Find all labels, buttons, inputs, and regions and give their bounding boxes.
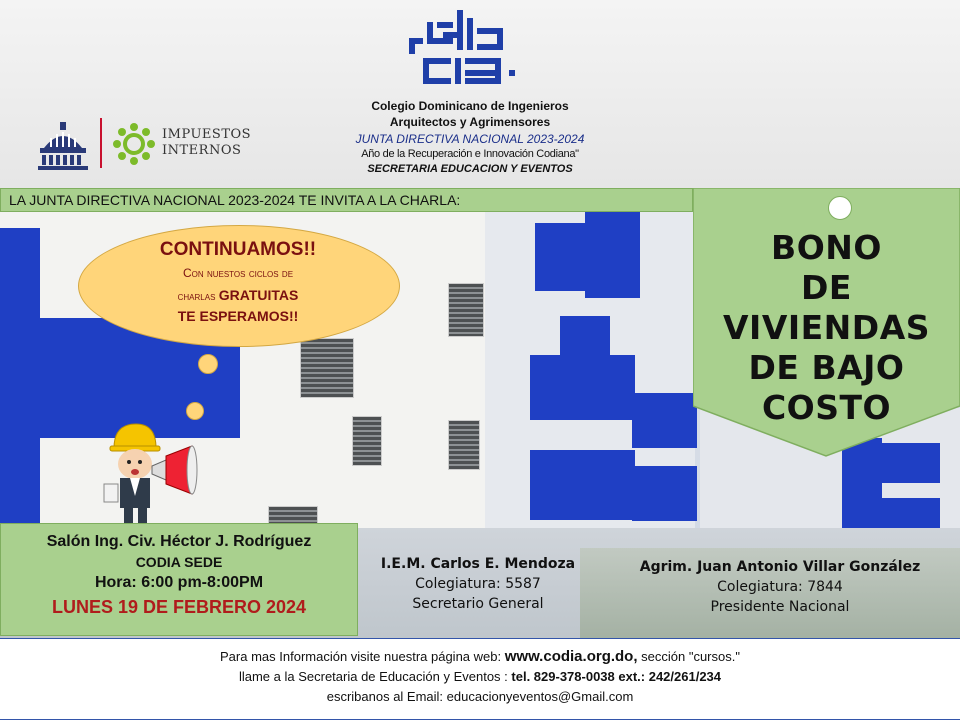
government-dome-logo [36,120,90,170]
speaker-card [368,554,588,614]
speaker-name: I.E.M. Carlos E. Mendoza [380,556,576,572]
engineer-megaphone-icon [100,418,200,524]
venue-fecha: LUNES 19 DE FEBRERO 2024 [51,597,307,617]
footer-line-phone: llame a la Secretaria de Educación y Eventos : tel. 829-378-0038 ext.: 242/261/234 [238,669,722,684]
footer-line-email: escribanos al Email: educacionyeventos@Gmail.com [326,689,634,704]
speaker-colegiatura: Colegiatura: 7844 [717,579,843,595]
speaker-role: Presidente Nacional [710,599,850,615]
footer-line-web: Para mas Información visite nuestra página web: www.codia.org.do, sección "cursos." [220,648,740,665]
speaker-role: Secretario General [412,596,544,612]
venue-info-box [0,523,358,636]
footer-contact [0,638,960,720]
circle-icon [828,196,852,220]
codia-logo [405,8,525,88]
bubble-dot [198,354,218,374]
venue-sede: CODIA SEDE [135,554,223,570]
impuestos-internos-logo-icon [112,122,156,166]
junta-directiva: JUNTA DIRECTIVA NACIONAL 2023-2024 [355,132,585,146]
event-title: BONO DE VIVIENDAS DE BAJO COSTO [723,228,930,427]
speaker-card [620,557,940,617]
impuestos-internos-logo-text: IMPUESTOS INTERNOS [162,127,252,158]
venue-hora: Hora: 6:00 pm-8:00PM [94,574,264,591]
year-motto: Año de la Recuperación e Innovación Codiana" [361,148,579,160]
org-name-line2: Arquitectos y Agrimensores [389,115,551,129]
website-link[interactable]: www.codia.org.do, [504,648,638,665]
org-name-line1: Colegio Dominicano de Ingenieros [371,99,569,113]
organization-block [340,98,600,176]
speaker-name: Agrim. Juan Antonio Villar González [639,559,921,575]
phone-number: tel. 829-378-0038 ext.: 242/261/234 [511,669,722,684]
speaker-colegiatura: Colegiatura: 5587 [415,576,541,592]
logo-divider [100,118,102,168]
secretaria: SECRETARIA EDUCACION Y EVENTOS [367,163,573,175]
venue-salon: Salón Ing. Civ. Héctor J. Rodríguez [46,533,312,550]
bubble-text: CONTINUAMOS!! Con nuestos ciclos de charlas GRATUITAS TE ESPERAMOS!! [159,239,317,324]
invitation-banner: LA JUNTA DIRECTIVA NACIONAL 2023-2024 TE INVITA A LA CHARLA: [0,188,693,212]
